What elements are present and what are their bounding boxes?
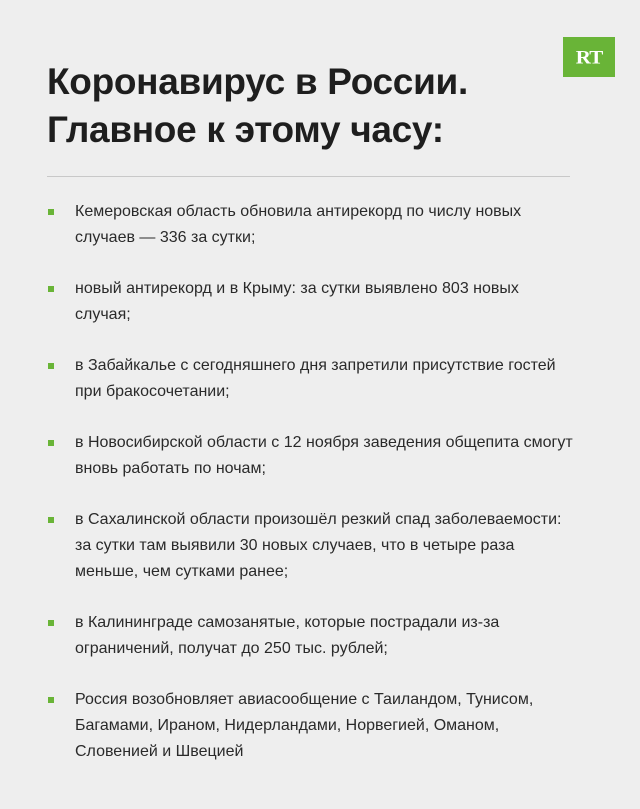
bullet-icon xyxy=(48,440,54,446)
page-title xyxy=(47,58,527,154)
list-item xyxy=(47,353,587,405)
list-item-text: в Сахалинской области произошёл резкий спад заболеваемости: за сутки там выявили 30 новых случаев, что в четыре раза меньше, чем сутками ранее; xyxy=(75,511,562,580)
list-item-text: в Забайкалье с сегодняшнего дня запретили присутствие гостей при бракосочетании; xyxy=(75,357,556,400)
list-item xyxy=(47,199,587,251)
news-list xyxy=(47,199,587,790)
bullet-icon xyxy=(48,697,54,703)
title-line-2: Главное к этому часу: xyxy=(47,109,444,150)
rt-logo xyxy=(563,37,615,77)
list-item xyxy=(47,610,587,662)
list-item-text: в Калининграде самозанятые, которые пострадали из-за ограничений, получат до 250 тыс. рублей; xyxy=(75,614,500,657)
bullet-icon xyxy=(48,209,54,215)
bullet-icon xyxy=(48,286,54,292)
rt-logo-text: RT xyxy=(575,45,603,68)
bullet-icon xyxy=(48,363,54,369)
list-item xyxy=(47,687,587,765)
list-item xyxy=(47,507,587,585)
list-item xyxy=(47,276,587,328)
bullet-icon xyxy=(48,517,54,523)
list-item-text: Кемеровская область обновила антирекорд по числу новых случаев — 336 за сутки; xyxy=(75,203,522,246)
bullet-icon xyxy=(48,620,54,626)
list-item-text: новый антирекорд и в Крыму: за сутки выявлено 803 новых случая; xyxy=(75,280,519,323)
title-line-1: Коронавирус в России. xyxy=(47,61,468,102)
list-item xyxy=(47,430,587,482)
list-item-text: в Новосибирской области с 12 ноября заведения общепита смогут вновь работать по ночам; xyxy=(75,434,573,477)
title-divider xyxy=(47,176,570,177)
list-item-text: Россия возобновляет авиасообщение с Таиландом, Тунисом, Багамами, Ираном, Нидерландами, Норвегией, Оманом, Словенией и Швецией xyxy=(75,691,534,760)
